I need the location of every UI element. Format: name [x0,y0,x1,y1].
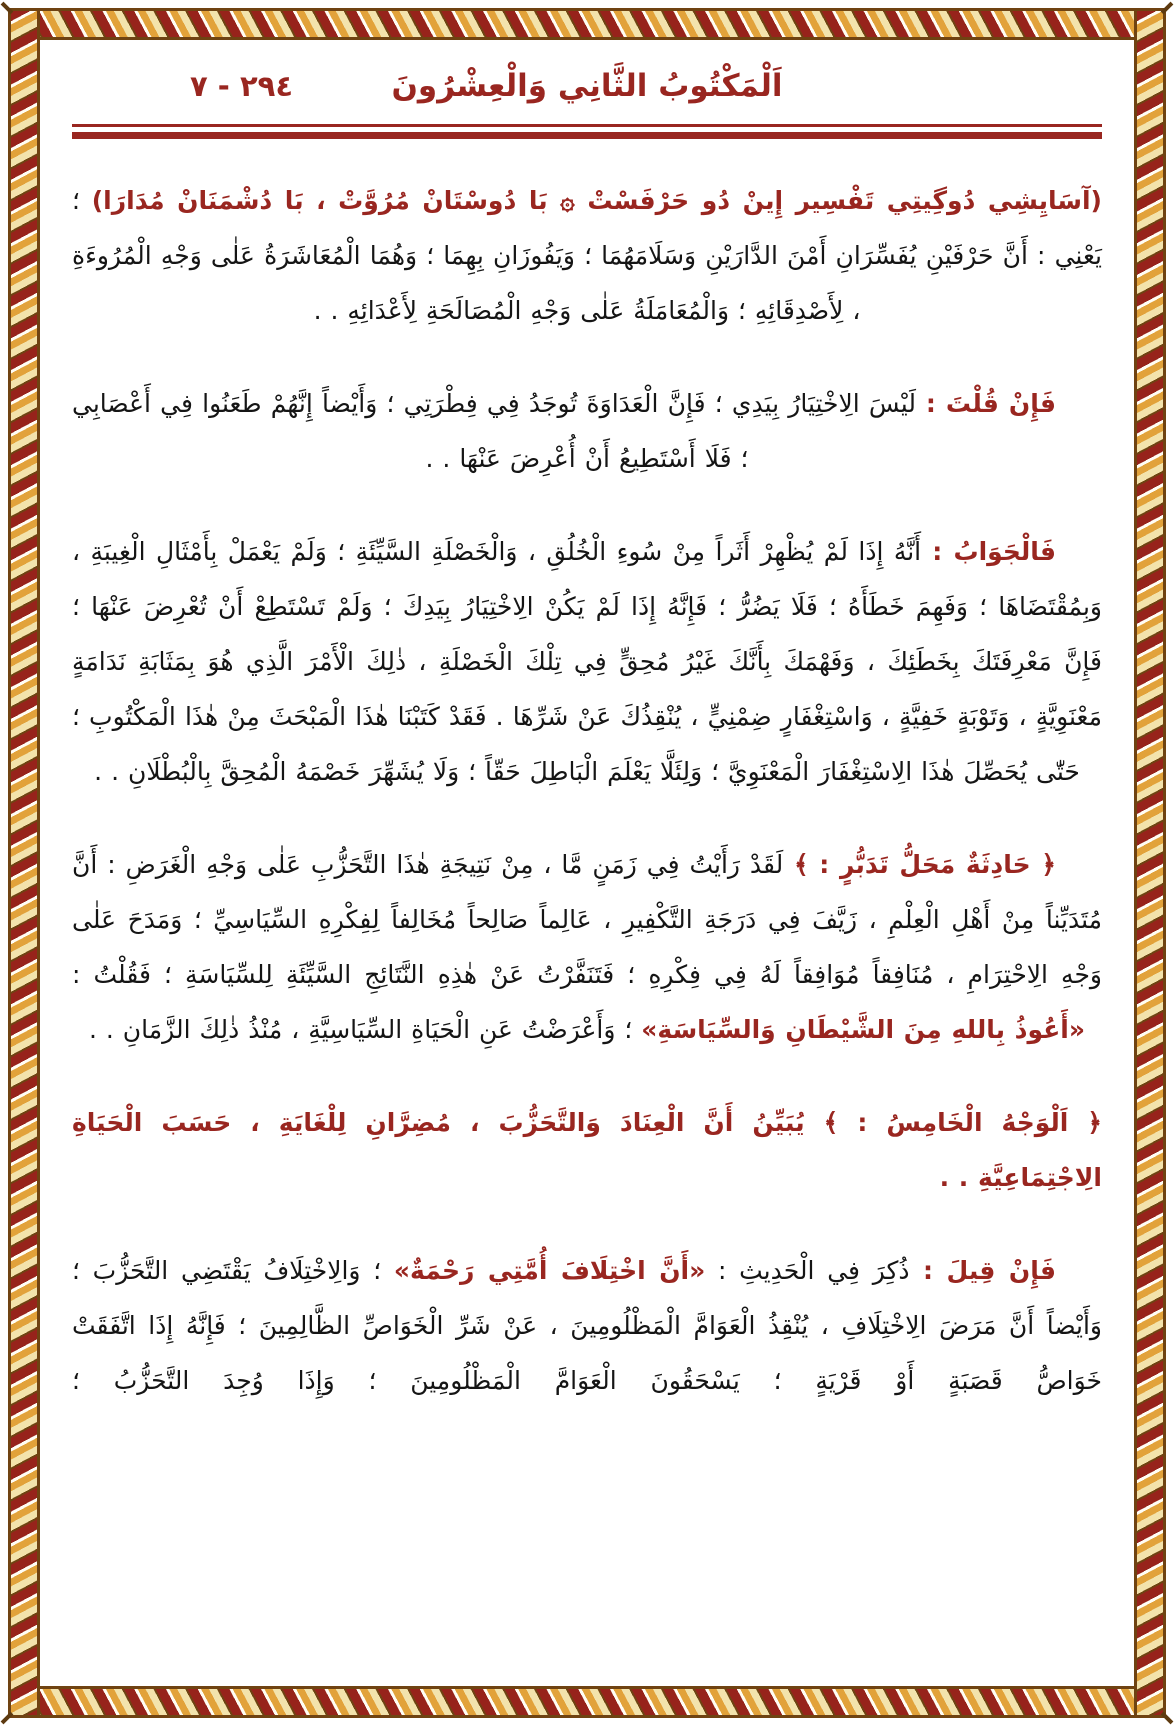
text-segment-black: ؛ وَالِاخْتِلَافُ يَقْتَضِي التَّحَزُّبَ ؛ وَأَيْضاً أَنَّ مَرَضَ الِاخْتِلَافِ ، يُنْقِذُ الْعَوَامَّ الْمَظْلُومِينَ ، عَنْ شَرِّ الْخَوَاصِّ الظَّالِمِينَ ؛ فَإِنَّهُ إِذَا اتَّفَقَتْ خَوَاصُّ قَصَبَةٍ أَوْ قَرْيَةٍ ؛ يَسْحَقُونَ الْعَوَامَّ الْمَظْلُومِينَ ؛ وَإِذَا وُجِدَ التَّحَزُّبُ ؛ [72,1256,1102,1395]
page-header [72,56,1102,116]
corner-flourish [1,1712,14,1725]
paragraph-fifth-aspect [72,1095,1102,1205]
divider-thick-line [72,132,1102,139]
text-segment-red: «أَنَّ اخْتِلَافَ أُمَّتِي رَحْمَةٌ» [393,1256,706,1285]
corner-flourish [1161,1712,1174,1725]
header-divider [72,124,1102,139]
text-segment-black: أَنَّهُ إِذَا لَمْ يُظْهِرْ أَثَراً مِنْ سُوءِ الْخُلُقِ ، وَالْخَصْلَةِ السَّيِّئَةِ ؛ وَلَمْ يَعْمَلْ بِأَمْثَالِ الْغِيبَةِ ، وَبِمُقْتَضَاهَا ؛ وَفَهِمَ خَطَأَهُ ؛ فَلَا يَضُرُّ ؛ فَإِنَّهُ إِذَا لَمْ يَكُنْ الِاخْتِيَارُ بِيَدِكَ ؛ وَلَمْ تَسْتَطِعْ أَنْ تُعْرِضَ عَنْهَا ؛ فَإِنَّ مَعْرِفَتَكَ بِخَطَئِكَ ، وَفَهْمَكَ بِأَنَّكَ غَيْرُ مُحِقٍّ فِي تِلْكَ الْخَصْلَةِ ، ذٰلِكَ الْأَمْرَ الَّذِي هُوَ بِمَثَابَةِ نَدَامَةٍ مَعْنَوِيَّةٍ ، وَتَوْبَةٍ خَفِيَّةٍ ، وَاسْتِغْفَارٍ ضِمْنِيٍّ ، يُنْقِذُكَ عَنْ شَرِّهَا . فَقَدْ كَتَبْنَا هٰذَا الْمَبْحَثَ مِنْ هٰذَا الْمَكْتُوبِ ؛ حَتّٰى يُحَصِّلَ هٰذَا الِاسْتِغْفَارَ الْمَعْنَوِيَّ ؛ وَلِئَلَّا يَعْلَمَ الْبَاطِلَ حَقّاً ؛ وَلَا يُشَهِّرَ خَصْمَهُ الْمُحِقَّ بِالْبُطْلَانِ . . [72,537,1102,786]
paragraph-answer-1 [72,524,1102,799]
border-ornament-top [8,8,1166,40]
text-segment-black: ؛ وَأَعْرَضْتُ عَنِ الْحَيَاةِ السِّيَاسِيَّةِ ، مُنْذُ ذٰلِكَ الزَّمَانِ . . [89,1015,642,1044]
text-segment-black: لَيْسَ الِاخْتِيَارُ بِيَدِي ؛ فَإِنَّ الْعَدَاوَةَ تُوجَدُ فِي فِطْرَتِي ؛ وَأَيْضاً إِنَّهُمْ طَعَنُوا فِي أَعْصَابِي ؛ فَلَا أَسْتَطِيعُ أَنْ أُعْرِضَ عَنْهَا . . [72,389,916,473]
corner-flourish [1161,2,1174,15]
text-segment-red: فَالْجَوَابُ : [921,537,1056,566]
text-segment-red: ﴿ حَادِثَةٌ مَحَلُّ تَدَبُّرٍ : ﴾ [783,850,1056,879]
paragraph-question-1 [72,376,1102,486]
page-content [72,56,1102,1682]
paragraph-incident [72,837,1102,1057]
border-ornament-left [8,8,40,1718]
text-segment-red: ﴿ اَلْوَجْهُ الْخَامِسُ : ﴾ يُبَيِّنُ أَنَّ الْعِنَادَ وَالتَّحَزُّبَ ، مُضِرَّانِ لِلْغَايَةِ ، حَسَبَ الْحَيَاةِ الِاجْتِمَاعِيَّةِ . . [72,1108,1102,1192]
page-number: ٢٩٤ - ٧ [190,69,294,103]
border-ornament-bottom [8,1686,1166,1718]
page-title: اَلْمَكْتُوبُ الثَّانِي وَالْعِشْرُونَ [391,68,783,104]
text-segment-red: (آسَايِشِي دُوگِيتِي تَفْسِير إِينْ دُو حَرْفَسْتْ ۞ بَا دُوسْتَانْ مُرُوَّتْ ، بَا دُشْمَنَانْ مُدَارَا) [91,186,1102,215]
text-segment-black: لَقَدْ رَأَيْتُ فِي زَمَنٍ مَّا ، مِنْ نَتِيجَةِ هٰذَا التَّحَزُّبِ عَلٰى وَجْهِ الْغَرَضِ : أَنَّ مُتَدَيِّناً مِنْ أَهْلِ الْعِلْمِ ، زَيَّفَ فِي دَرَجَةِ التَّكْفِيرِ ، عَالِماً صَالِحاً مُخَالِفاً لِفِكْرِهِ السِّيَاسِيِّ ؛ وَمَدَحَ عَلٰى وَجْهِ الِاحْتِرَامِ ، مُنَافِقاً مُوَافِقاً لَهُ فِي فِكْرِهِ ؛ فَتَنَفَّرْتُ عَنْ هٰذِهِ النَّتَائِجِ السَّيِّئَةِ لِلسِّيَاسَةِ ؛ فَقُلْتُ : [72,850,1102,989]
divider-thin-line [72,124,1102,127]
text-segment-red: فَإِنْ قِيلَ : [909,1256,1056,1285]
text-segment-black: ؛ يَعْنِي : أَنَّ حَرْفَيْنِ يُفَسِّرَانِ أَمْنَ الدَّارَيْنِ وَسَلَامَهُمَا ؛ وَيَفُوزَانِ بِهِمَا ؛ وَهُمَا الْمُعَاشَرَةُ عَلٰى وَجْهِ الْمُرُوءَةِ ، لِأَصْدِقَائِهِ ؛ وَالْمُعَامَلَةُ عَلٰى وَجْهِ الْمُصَالَحَةِ لِأَعْدَائِهِ . . [72,186,1102,325]
text-segment-red: «أَعُوذُ بِاللهِ مِنَ الشَّيْطَانِ وَالسِّيَاسَةِ» [641,1015,1085,1044]
paragraph-question-2 [72,1243,1102,1408]
text-segment-black: ذُكِرَ فِي الْحَدِيثِ : [705,1256,910,1285]
body-text [72,173,1102,1408]
border-ornament-right [1134,8,1166,1718]
text-segment-red: فَإِنْ قُلْتَ : [915,389,1056,418]
paragraph-persian-verse [72,173,1102,338]
